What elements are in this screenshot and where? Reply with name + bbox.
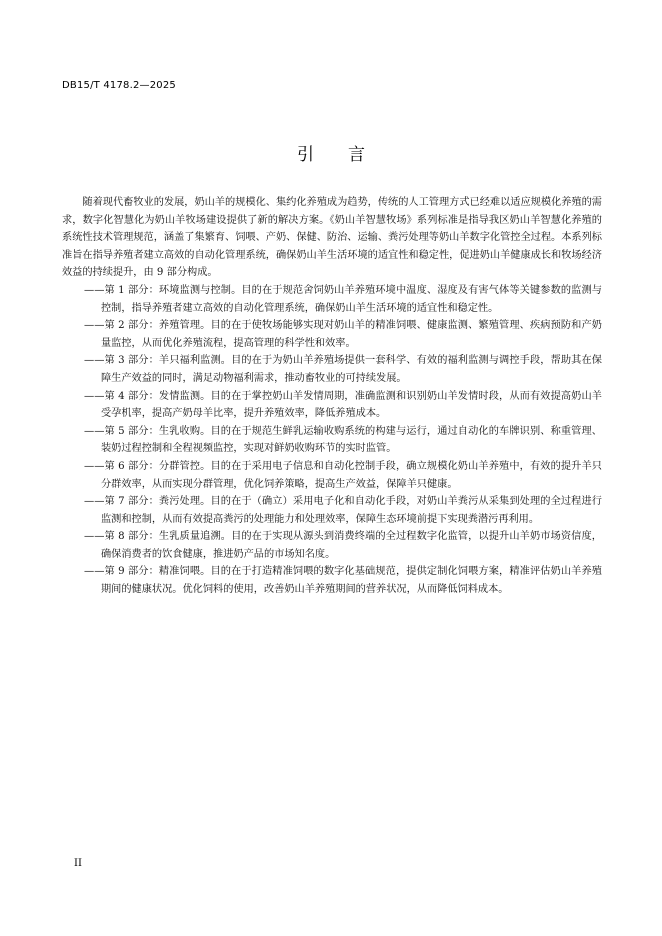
page-number: II	[74, 858, 82, 869]
part-item-1: ——第 1 部分：环境监测与控制。目的在于规范舍饲奶山羊养殖环境中温度、湿度及有害气体等关键参数的监测与控制，指导养殖者建立高效的自动化管理系统，确保奶山羊生活环境的适宜性和稳定性。	[84, 284, 602, 314]
section-title: 引言	[297, 145, 399, 165]
part-item-9: ——第 9 部分：精准饲喂。目的在于打造精准饲喂的数字化基础规范，提供定制化饲喂方案，精准评估奶山羊养殖期间的健康状况。优化饲料的使用，改善奶山羊养殖期间的营养状况，从而降低饲料成本。	[84, 566, 602, 596]
document-id: DB15/T 4178.2—2025	[62, 80, 176, 91]
part-item-6: ——第 6 部分：分群管控。目的在于采用电子信息和自动化控制手段，确立规模化奶山羊养殖中，有效的提升羊只分群效率，从而实现分群管理，优化饲养策略，提高生产效益，保障羊只健康。	[84, 460, 602, 490]
part-item-8: ——第 8 部分：生乳质量追溯。目的在于实现从源头到消费终端的全过程数字化监管，以提升山羊奶市场资信度，确保消费者的饮食健康，推进奶产品的市场知名度。	[84, 531, 602, 560]
body-content	[62, 194, 602, 599]
part-item-2: ——第 2 部分：养殖管理。目的在于使牧场能够实现对奶山羊的精准饲喂、健康监测、繁殖管理、疾病预防和产奶量监控，从而优化养殖流程，提高管理的科学性和效率。	[84, 320, 602, 349]
part-item-5: ——第 5 部分：生乳收购。目的在于规范生鲜乳运输收购系统的构建与运行，通过自动化的车牌识别、称重管理、装奶过程控制和全程视频监控，实现对鲜奶收购环节的实时监管。	[84, 425, 602, 455]
part-item-4: ——第 4 部分：发情监测。目的在于掌控奶山羊发情周期，准确监测和识别奶山羊发情时段，从而有效提高奶山羊受孕机率，提高产奶母羊比率，提升养殖效率，降低养殖成本。	[84, 390, 602, 420]
intro-paragraph: 随着现代畜牧业的发展，奶山羊的规模化、集约化养殖成为趋势，传统的人工管理方式已经难以适应规模化养殖的需求，数字化智慧化为奶山羊牧场建设提供了新的解决方案。《奶山羊智慧牧场》系列标准是指导我区奶山羊智慧化养殖的系统性技术管理规范，涵盖了集繁育、饲喂、产奶、保健、防治、运输、粪污处理等奶山羊数字化管控全过程。本系列标准旨在指导养殖者建立高效的自动化管理系统，确保奶山羊生活环境的适宜性和稳定性，促进奶山羊健康成长和牧场经济效益的持续提升，由 9 部分构成。	[62, 197, 602, 279]
part-item-3: ——第 3 部分：羊只福利监测。目的在于为奶山羊养殖场提供一套科学、有效的福利监测与调控手段，帮助其在保障生产效益的同时，满足动物福利需求，推动畜牧业的可持续发展。	[84, 355, 602, 384]
part-item-7: ——第 7 部分：粪污处理。目的在于（确立）采用电子化和自动化手段，对奶山羊粪污从采集到处理的全过程进行监测和控制，从而有效提高粪污的处理能力和处理效率，保障生态环境前提下实现粪潜污再利用。	[84, 496, 602, 525]
